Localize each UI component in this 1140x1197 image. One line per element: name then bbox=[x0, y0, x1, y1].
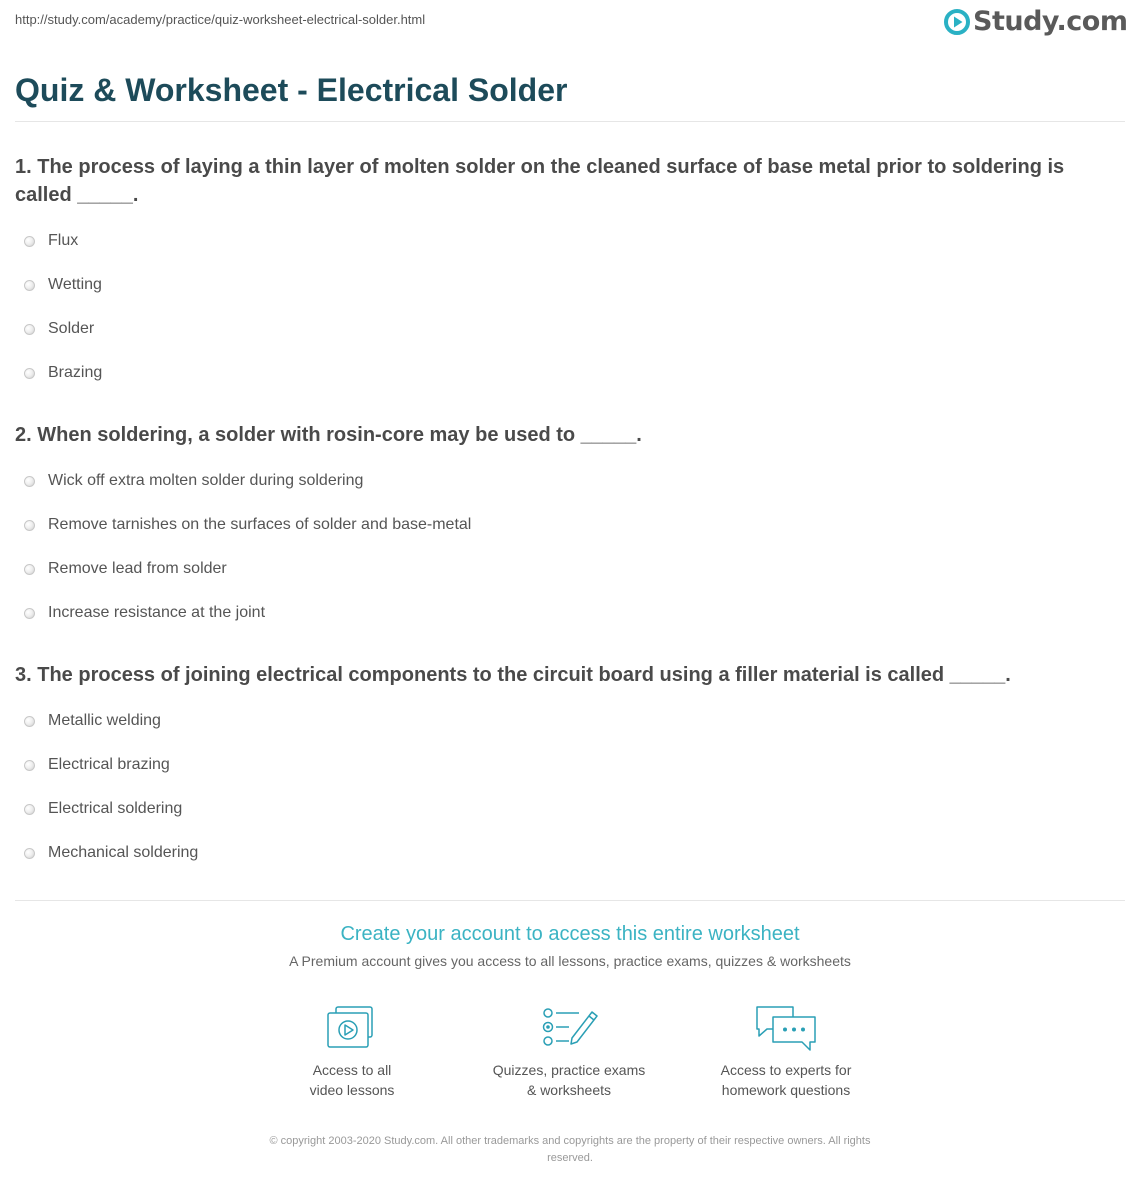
answer-option[interactable] bbox=[15, 263, 1115, 307]
answer-option[interactable] bbox=[15, 787, 1115, 831]
option-label: Wick off extra molten solder during soldering bbox=[48, 472, 364, 489]
study-logo[interactable] bbox=[944, 6, 1127, 37]
page-url: http://study.com/academy/practice/quiz-worksheet-electrical-solder.html bbox=[15, 12, 426, 27]
feature-label: Access to all video lessons bbox=[309, 1062, 395, 1098]
answer-option[interactable] bbox=[15, 831, 1115, 875]
answer-option[interactable] bbox=[15, 591, 1115, 635]
answer-option[interactable] bbox=[15, 307, 1115, 351]
question-3 bbox=[15, 661, 1115, 875]
option-label: Remove tarnishes on the surfaces of solder and base-metal bbox=[48, 516, 472, 533]
option-label: Electrical brazing bbox=[48, 756, 170, 773]
option-label: Solder bbox=[48, 320, 95, 337]
answer-option[interactable] bbox=[15, 503, 1115, 547]
answer-option[interactable] bbox=[15, 459, 1115, 503]
feature-experts bbox=[676, 1004, 896, 1100]
radio-button[interactable] bbox=[24, 476, 35, 487]
option-label: Brazing bbox=[48, 364, 103, 381]
question-text: 2. When soldering, a solder with rosin-core may be used to _____. bbox=[15, 424, 642, 446]
video-lessons-icon bbox=[324, 1004, 380, 1050]
feature-video-lessons bbox=[242, 1004, 462, 1100]
option-label: Electrical soldering bbox=[48, 800, 183, 817]
option-label: Flux bbox=[48, 232, 79, 249]
question-1 bbox=[15, 153, 1115, 395]
feature-label: Access to experts for homework questions bbox=[720, 1062, 852, 1098]
option-label: Increase resistance at the joint bbox=[48, 604, 266, 621]
radio-button[interactable] bbox=[24, 716, 35, 727]
option-label: Remove lead from solder bbox=[48, 560, 227, 577]
chat-bubbles-icon bbox=[753, 1004, 819, 1054]
question-2 bbox=[15, 421, 1115, 635]
radio-button[interactable] bbox=[24, 520, 35, 531]
option-label: Metallic welding bbox=[48, 712, 161, 729]
play-circle-icon bbox=[944, 9, 970, 35]
option-label: Mechanical soldering bbox=[48, 844, 199, 861]
option-label: Wetting bbox=[48, 276, 102, 293]
answer-option[interactable] bbox=[15, 547, 1115, 591]
answer-option[interactable] bbox=[15, 219, 1115, 263]
radio-button[interactable] bbox=[24, 804, 35, 815]
section-divider bbox=[15, 900, 1125, 901]
radio-button[interactable] bbox=[24, 564, 35, 575]
page-title: Quiz & Worksheet - Electrical Solder bbox=[15, 72, 568, 108]
quiz-checklist-icon bbox=[539, 1004, 599, 1050]
radio-button[interactable] bbox=[24, 236, 35, 247]
title-divider bbox=[15, 121, 1125, 122]
radio-button[interactable] bbox=[24, 848, 35, 859]
answer-option[interactable] bbox=[15, 743, 1115, 787]
radio-button[interactable] bbox=[24, 608, 35, 619]
radio-button[interactable] bbox=[24, 324, 35, 335]
copyright-footer: © copyright 2003-2020 Study.com. All other trademarks and copyrights are the property of their respective owners. All rights reserved. bbox=[269, 1135, 871, 1164]
radio-button[interactable] bbox=[24, 280, 35, 291]
answer-option[interactable] bbox=[15, 699, 1115, 743]
premium-description: A Premium account gives you access to all lessons, practice exams, quizzes & worksheets bbox=[289, 953, 851, 969]
create-account-link[interactable]: Create your account to access this entire worksheet bbox=[340, 923, 800, 945]
answer-option[interactable] bbox=[15, 351, 1115, 395]
feature-quizzes bbox=[459, 1004, 679, 1100]
question-text: 1. The process of laying a thin layer of molten solder on the cleaned surface of base metal prior to soldering is called _____. bbox=[15, 156, 1065, 206]
radio-button[interactable] bbox=[24, 368, 35, 379]
radio-button[interactable] bbox=[24, 760, 35, 771]
feature-label: Quizzes, practice exams & worksheets bbox=[492, 1062, 646, 1098]
question-text: 3. The process of joining electrical components to the circuit board using a filler material is called _____. bbox=[15, 664, 1011, 686]
logo-text: Study.com bbox=[973, 6, 1128, 37]
